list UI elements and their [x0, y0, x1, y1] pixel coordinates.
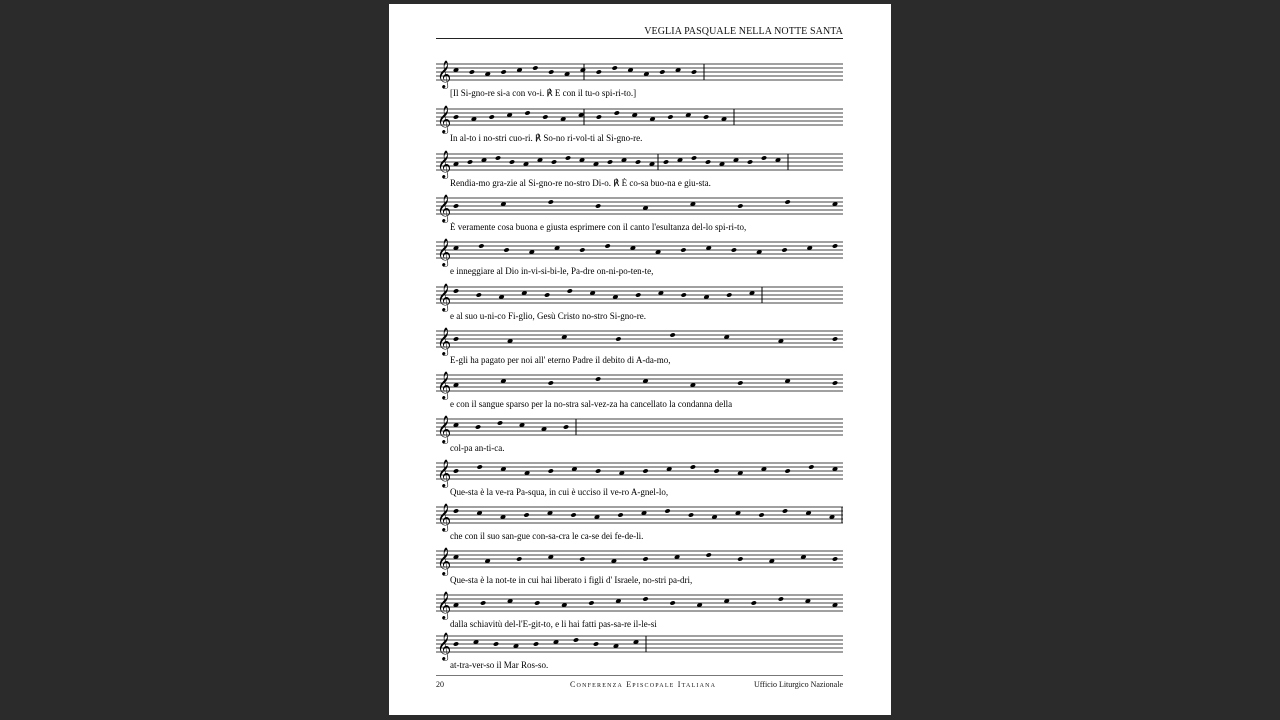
note-head	[784, 468, 790, 473]
note-head	[681, 292, 687, 297]
note-head	[524, 110, 530, 115]
note-head	[453, 203, 459, 208]
staff	[436, 327, 843, 353]
note-head	[579, 247, 585, 252]
lyric-line: e inneggiare al Dio in-vi-si-bi-le, Pa-dre on-ni-po-ten-te,	[450, 266, 654, 276]
note-head	[607, 159, 613, 164]
note-head	[614, 110, 620, 115]
lyric-line: In al-to i no-stri cuo-ri. ℟ So-no ri-vol-ti al Si-gno-re.	[450, 133, 643, 143]
lyric-line: at-tra-ver-so il Mar Ros-so.	[450, 660, 549, 670]
treble-clef-icon: 𝄞	[437, 503, 452, 531]
note-head	[475, 424, 481, 429]
note-head	[635, 159, 641, 164]
note-head	[480, 600, 486, 605]
note-head	[751, 600, 757, 605]
note-head	[713, 468, 719, 473]
lyric-line: col-pa an-ti-ca.	[450, 443, 505, 453]
note-head	[570, 512, 576, 517]
note-head	[761, 155, 767, 160]
note-head	[808, 464, 814, 469]
music-system	[436, 150, 843, 190]
note-head	[453, 641, 459, 646]
music-system	[436, 547, 843, 587]
staff	[436, 415, 843, 441]
note-head	[516, 556, 522, 561]
note-head	[595, 468, 601, 473]
note-head	[478, 243, 484, 248]
music-system	[436, 238, 843, 278]
staff	[436, 632, 843, 658]
note-head	[832, 336, 838, 341]
treble-clef-icon: 𝄞	[437, 371, 452, 399]
note-head	[758, 512, 764, 517]
music-system	[436, 283, 843, 323]
treble-clef-icon: 𝄞	[437, 150, 452, 178]
note-head	[548, 468, 554, 473]
note-head	[688, 512, 694, 517]
note-head	[706, 552, 712, 557]
note-head	[659, 69, 665, 74]
note-head	[737, 556, 743, 561]
staff	[436, 371, 843, 397]
staff	[436, 60, 843, 86]
lyric-line: È veramente cosa buona e giusta esprimere con il canto l'esultanza del-lo spi-ri-to,	[450, 222, 747, 232]
note-head	[664, 508, 670, 513]
note-head	[534, 600, 540, 605]
note-head	[667, 114, 673, 119]
note-head	[635, 292, 641, 297]
staff	[436, 105, 843, 131]
note-head	[737, 380, 743, 385]
note-head	[703, 114, 709, 119]
note-head	[509, 159, 515, 164]
note-head	[784, 199, 790, 204]
note-head	[669, 332, 675, 337]
note-head	[593, 641, 599, 646]
note-head	[493, 641, 499, 646]
lyric-line: E-gli ha pagato per noi all' eterno Padre il debito di A-da-mo,	[450, 355, 671, 365]
lyric-line: che con il suo san-gue con-sa-cra le ca-se dei fe-de-li.	[450, 531, 644, 541]
treble-clef-icon: 𝄞	[437, 327, 452, 355]
lyric-line: Que-sta è la not-te in cui hai liberato i figli d' Israele, no-stri pa-dri,	[450, 575, 693, 585]
lyric-line: Que-sta è la ve-ra Pa-squa, in cui è ucciso il ve-ro A-gnel-lo,	[450, 487, 669, 497]
music-system	[436, 591, 843, 631]
note-head	[778, 596, 784, 601]
note-head	[604, 243, 610, 248]
treble-clef-icon: 𝄞	[437, 105, 452, 133]
note-head	[453, 114, 459, 119]
note-head	[469, 69, 475, 74]
note-head	[832, 243, 838, 248]
staff	[436, 503, 843, 529]
music-system	[436, 105, 843, 145]
music-system	[436, 459, 843, 499]
music-system	[436, 194, 843, 234]
treble-clef-icon: 𝄞	[437, 415, 452, 443]
note-head	[781, 247, 787, 252]
treble-clef-icon: 𝄞	[437, 238, 452, 266]
note-head	[476, 292, 482, 297]
note-head	[595, 376, 601, 381]
score-page	[389, 4, 891, 715]
note-head	[548, 199, 554, 204]
header-rule	[436, 38, 843, 39]
note-head	[642, 596, 648, 601]
note-head	[691, 69, 697, 74]
note-head	[497, 420, 503, 425]
note-head	[596, 114, 602, 119]
note-head	[567, 288, 573, 293]
note-head	[726, 292, 732, 297]
note-head	[669, 600, 675, 605]
note-head	[500, 69, 506, 74]
note-head	[563, 424, 569, 429]
note-head	[642, 468, 648, 473]
note-head	[663, 159, 669, 164]
note-head	[532, 65, 538, 70]
treble-clef-icon: 𝄞	[437, 283, 452, 311]
music-system	[436, 632, 843, 672]
note-head	[544, 292, 550, 297]
staff	[436, 150, 843, 176]
note-head	[495, 155, 501, 160]
note-head	[489, 114, 495, 119]
note-head	[737, 203, 743, 208]
note-head	[617, 512, 623, 517]
note-head	[612, 65, 618, 70]
staff	[436, 283, 843, 309]
footer-publisher: Conferenza Episcopale Italiana	[570, 680, 717, 689]
note-head	[542, 114, 548, 119]
note-head	[477, 464, 483, 469]
music-system	[436, 327, 843, 367]
staff	[436, 459, 843, 485]
treble-clef-icon: 𝄞	[437, 591, 452, 619]
music-system	[436, 60, 843, 100]
staff	[436, 194, 843, 220]
treble-clef-icon: 𝄞	[437, 632, 452, 660]
lyric-line: [Il Si-gno-re si-a con vo-i. ℟ E con il tu-o spi-ri-to.]	[450, 88, 637, 98]
lyric-line: dalla schiavitù del-l'E-git-to, e li hai fatti pas-sa-re il-le-si	[450, 619, 657, 629]
note-head	[573, 637, 579, 642]
note-head	[579, 556, 585, 561]
note-head	[782, 508, 788, 513]
page-header-title: VEGLIA PASQUALE NELLA NOTTE SANTA	[644, 26, 843, 37]
music-system	[436, 503, 843, 543]
note-head	[832, 380, 838, 385]
note-head	[453, 288, 459, 293]
staff	[436, 238, 843, 264]
note-head	[690, 464, 696, 469]
note-head	[453, 508, 459, 513]
music-system	[436, 371, 843, 411]
note-head	[551, 159, 557, 164]
music-system	[436, 415, 843, 455]
note-head	[533, 641, 539, 646]
note-head	[747, 159, 753, 164]
footer-rule	[436, 675, 843, 676]
note-head	[503, 247, 509, 252]
note-head	[595, 203, 601, 208]
note-head	[705, 159, 711, 164]
note-head	[467, 159, 473, 164]
note-head	[548, 69, 554, 74]
treble-clef-icon: 𝄞	[437, 547, 452, 575]
note-head	[548, 380, 554, 385]
note-head	[642, 556, 648, 561]
staff	[436, 547, 843, 573]
note-head	[565, 155, 571, 160]
note-head	[680, 247, 686, 252]
lyric-line: e con il sangue sparso per la no-stra sal-vez-za ha cancellato la condanna della	[450, 399, 733, 409]
footer-office: Ufficio Liturgico Nazionale	[753, 680, 843, 689]
treble-clef-icon: 𝄞	[437, 60, 452, 88]
staff	[436, 591, 843, 617]
page-number: 20	[436, 680, 444, 689]
note-head	[832, 556, 838, 561]
treble-clef-icon: 𝄞	[437, 194, 452, 222]
note-head	[453, 468, 459, 473]
note-head	[453, 336, 459, 341]
note-head	[596, 69, 602, 74]
treble-clef-icon: 𝄞	[437, 459, 452, 487]
note-head	[691, 155, 697, 160]
lyric-line: e al suo u-ni-co Fi-glio, Gesù Cristo no-stro Si-gno-re.	[450, 311, 646, 321]
lyric-line: Rendia-mo gra-zie al Si-gno-re no-stro Di-o. ℟ È co-sa buo-na e giu-sta.	[450, 178, 711, 188]
note-head	[588, 600, 594, 605]
note-head	[523, 512, 529, 517]
note-head	[731, 247, 737, 252]
note-head	[615, 336, 621, 341]
